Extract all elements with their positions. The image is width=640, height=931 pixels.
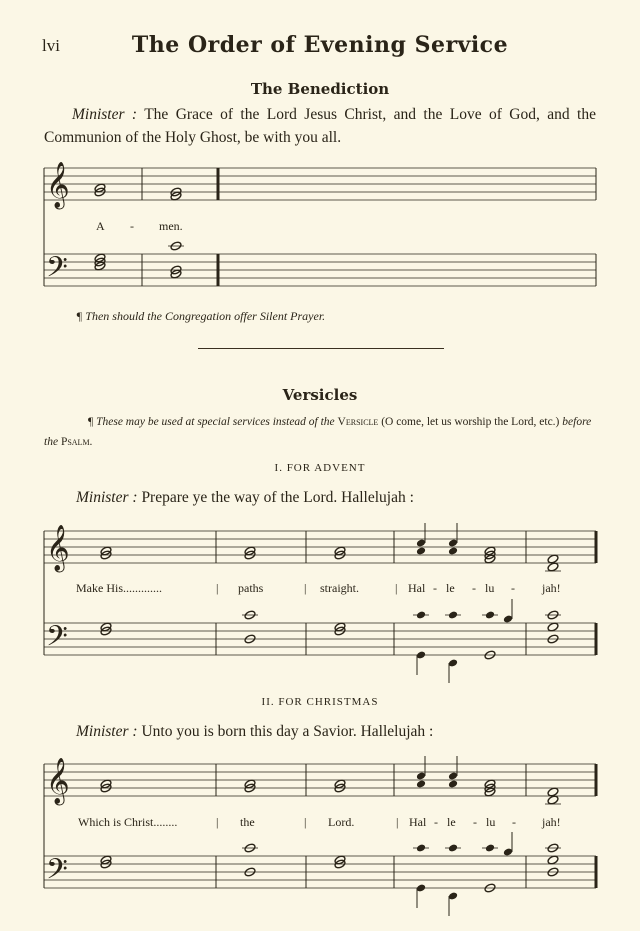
versicles-rubric-part3: before the <box>44 416 592 448</box>
versicles-heading: Versicles <box>282 386 358 404</box>
page-header-title: The Order of Evening Service <box>131 32 509 58</box>
bass-clef-icon: 𝄢 <box>46 620 68 660</box>
benediction-minister-label: Minister : <box>72 106 138 123</box>
lyric-syllable: Lord. <box>328 815 355 829</box>
amen-syllable-2: men. <box>159 219 183 233</box>
lyric-syllable: - <box>433 581 437 595</box>
bar-separator: | <box>304 581 307 595</box>
lyric-syllable: jah! <box>542 815 561 829</box>
treble-clef-icon: 𝄞 <box>46 162 70 208</box>
treble-clef-icon: 𝄞 <box>46 758 70 804</box>
bass-clef-icon: 𝄢 <box>46 251 68 291</box>
page-number: lvi <box>42 36 60 55</box>
versicles-rubric-psalm: Psalm. <box>60 436 93 448</box>
christmas-minister-label: Minister : <box>76 723 138 740</box>
advent-section-title: I. FOR ADVENT <box>274 462 366 474</box>
advent-minister-label: Minister : <box>76 489 138 506</box>
treble-clef-icon: 𝄞 <box>46 525 70 571</box>
lyric-syllable: - <box>472 581 476 595</box>
benediction-heading: The Benediction <box>250 80 390 98</box>
lyric-syllable: Make His............. <box>76 581 162 595</box>
amen-syllable-1: A <box>96 219 105 233</box>
quarter-note <box>416 779 426 788</box>
lyric-syllable: jah! <box>542 581 561 595</box>
quarter-note <box>416 546 426 555</box>
amen-dash: - <box>130 219 134 233</box>
quarter-note <box>448 843 458 852</box>
versicles-rubric-part2: (O come, let us worship the Lord, etc.) <box>381 416 560 428</box>
lyric-syllable: Hal <box>409 815 427 829</box>
bar-separator: | <box>216 815 219 829</box>
bar-separator: | <box>304 815 307 829</box>
lyric-syllable: - <box>512 815 516 829</box>
lyric-syllable: Hal <box>408 581 426 595</box>
lyric-syllable: the <box>240 815 255 829</box>
benediction-text: The Grace of the Lord Jesus Christ, and the Love of God, and the Communion of the Holy Ghost, be with you all. <box>44 106 596 146</box>
christmas-section-title: II. FOR CHRISTMAS <box>261 696 379 708</box>
christmas-minister-text: Unto you is born this day a Savior. Hallelujah : <box>141 723 434 740</box>
advent-minister-text: Prepare ye the way of the Lord. Hallelujah : <box>141 489 414 506</box>
lyric-syllable: le <box>446 581 455 595</box>
bar-separator: | <box>395 581 398 595</box>
quarter-note <box>448 610 458 619</box>
versicles-rubric-versicle: Versicle <box>337 416 379 428</box>
lyric-syllable: lu <box>486 815 496 829</box>
pilcrow-icon: ¶ <box>76 309 86 323</box>
lyric-syllable: straight. <box>320 581 359 595</box>
benediction-rubric-text: Then should the Congregation offer Silent Prayer. <box>85 309 326 323</box>
lyric-syllable: Which is Christ........ <box>78 815 178 829</box>
bar-separator: | <box>396 815 399 829</box>
quarter-note <box>448 779 458 788</box>
quarter-note <box>448 546 458 555</box>
pilcrow-icon: ¶ <box>88 416 97 428</box>
lyric-syllable: le <box>447 815 456 829</box>
bass-clef-icon: 𝄢 <box>46 853 68 893</box>
lyric-syllable: lu <box>485 581 495 595</box>
versicles-rubric-part1: These may be used at special services instead of the <box>96 416 335 428</box>
quarter-note <box>416 843 426 852</box>
quarter-note <box>485 610 495 619</box>
quarter-note <box>416 610 426 619</box>
lyric-syllable: - <box>511 581 515 595</box>
lyric-syllable: paths <box>238 581 264 595</box>
lyric-syllable: - <box>473 815 477 829</box>
bar-separator: | <box>216 581 219 595</box>
quarter-note <box>485 843 495 852</box>
lyric-syllable: - <box>434 815 438 829</box>
